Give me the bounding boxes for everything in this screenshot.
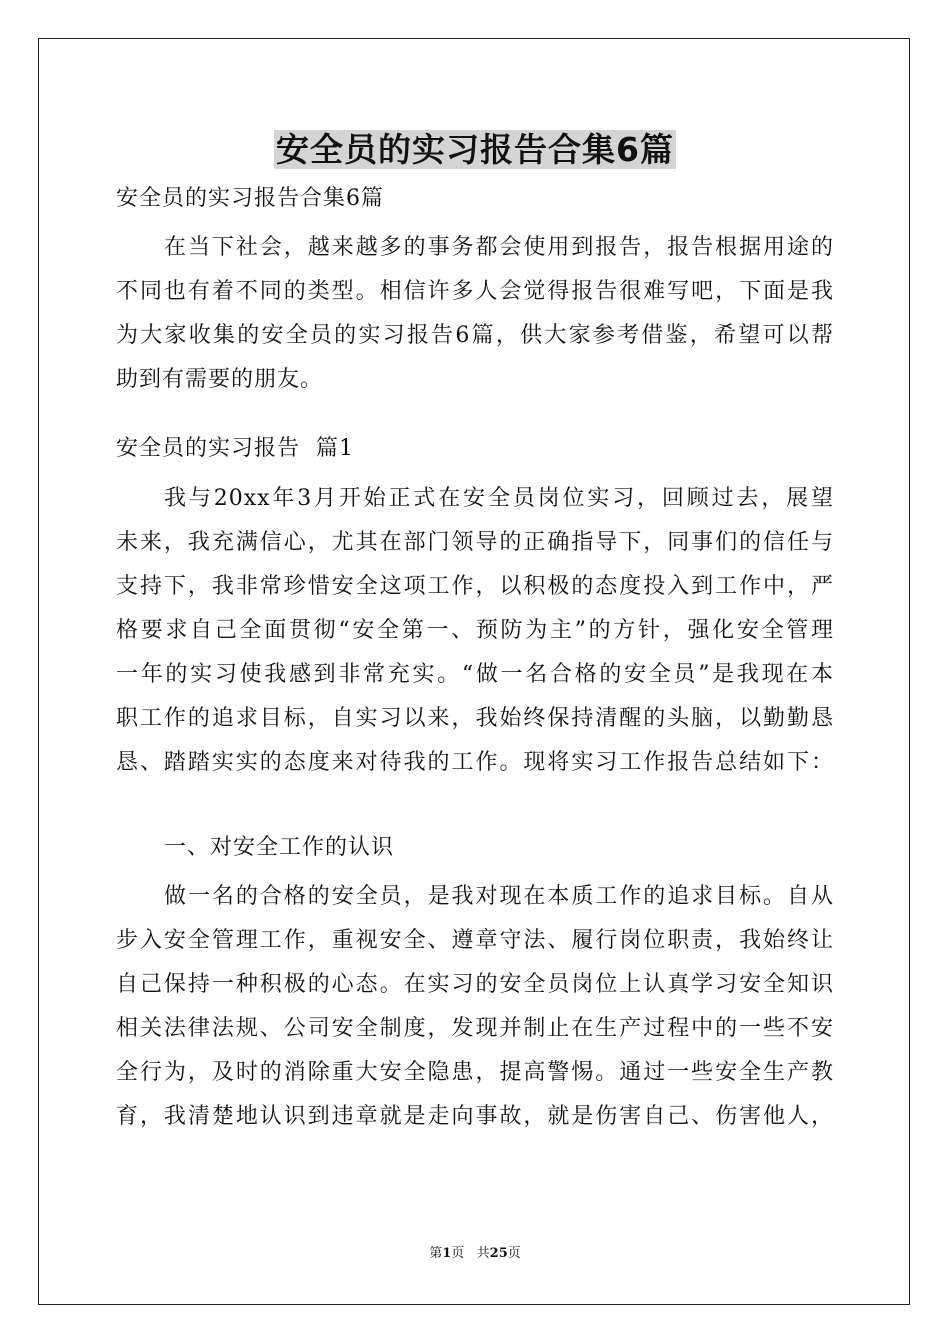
text-line: 全行为，及时的消除重大安全隐患，提高警惕。通过一些安全生产教 [116,1060,834,1085]
text-line: 相关法律法规、公司安全制度，发现并制止在生产过程中的一些不安 [116,1016,834,1041]
text-line: 做一名的合格的安全员，是我对现在本质工作的追求目标。自从 [164,884,834,909]
document-title: 安全员的实习报告合集6篇 [276,130,674,169]
text-line: 格要求自己全面贯彻“安全第一、预防为主”的方针，强化安全管理 [116,618,834,643]
section-heading-block [116,427,834,471]
text-line: 为大家收集的安全员的实习报告6篇，供大家参考借鉴，希望可以帮 [116,323,834,348]
subheading-block [116,826,834,870]
text-line: 育，我清楚地认识到违章就是走向事故，就是伤害自己、伤害他人， [116,1104,834,1129]
text-line: 支持下，我非常珍惜安全这项工作，以积极的态度投入到工作中，严 [116,574,834,599]
text-line: 我与20xx年3月开始正式在安全员岗位实习，回顾过去，展望 [164,486,834,511]
page-suffix: 页 [507,1246,521,1261]
text-line: 未来，我充满信心，尤其在部门领导的正确指导下，同事们的信任与 [116,530,834,555]
section-heading: 安全员的实习报告 篇1 [116,436,354,461]
text-line: 一年的实习使我感到非常充实。“做一名合格的安全员”是我现在本 [116,662,834,687]
text-line: 助到有需要的朋友。 [116,367,324,392]
subtitle-block [116,177,834,221]
current-page-number: 1 [442,1246,452,1261]
text-line: 职工作的追求目标，自实习以来，我始终保持清醒的头脑，以勤勤恳 [116,706,834,731]
text-line: 在当下社会，越来越多的事务都会使用到报告，报告根据用途的 [164,235,834,260]
paragraph-1 [116,477,834,785]
page-mid: 页 共 [451,1246,490,1261]
page-footer [0,1242,950,1261]
total-page-number: 25 [489,1246,508,1261]
text-line: 自己保持一种积极的心态。在实习的安全员岗位上认真学习安全知识 [116,972,834,997]
paragraph-2 [116,875,834,1139]
page-prefix: 第 [429,1246,443,1261]
intro-paragraph [116,226,834,402]
text-line: 恳、踏踏实实的态度来对待我的工作。现将实习工作报告总结如下： [116,750,834,775]
subtitle: 安全员的实习报告合集6篇 [116,186,384,211]
text-line: 不同也有着不同的类型。相信许多人会觉得报告很难写吧，下面是我 [116,279,834,304]
text-line: 步入安全管理工作，重视安全、遵章守法、履行岗位职责，我始终让 [116,928,834,953]
subheading: 一、对安全工作的认识 [164,835,395,860]
